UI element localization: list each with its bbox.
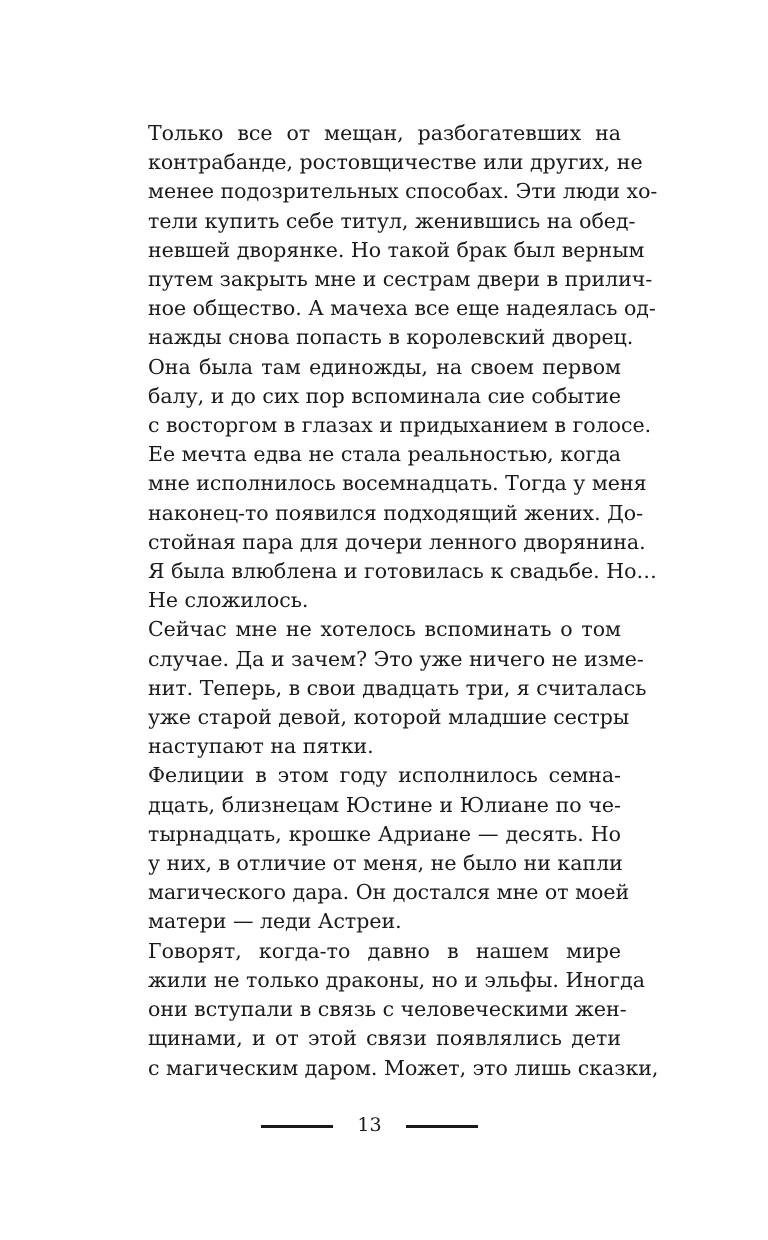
paragraph-3 xyxy=(115,586,621,615)
text-line: контрабанде, ростовщичестве или других, не xyxy=(148,150,643,175)
page-footer xyxy=(0,1108,768,1148)
book-page-text xyxy=(115,119,659,1083)
text-line: матери — леди Астреи. xyxy=(148,909,402,934)
paragraph-6 xyxy=(115,937,659,1083)
text-line: тырнадцать, крошке Адриане — десять. Но xyxy=(148,821,621,846)
text-line: невшей дворянке. Но такой брак был верным xyxy=(148,237,645,262)
text-line: Ее мечта едва не стала реальностью, когда xyxy=(148,442,621,467)
page-number: 13 xyxy=(357,1114,382,1136)
text-line: стойная пара для дочери ленного дворянина. xyxy=(148,529,646,554)
text-line: щинами, и от этой связи появлялись дети xyxy=(148,1026,621,1051)
text-line: Она была там единожды, на своем первом xyxy=(148,354,621,379)
text-line: они вступали в связь с человеческими жен- xyxy=(148,997,627,1022)
paragraph-2 xyxy=(115,440,657,586)
text-line: с магическим даром. Может, это лишь сказки, xyxy=(148,1055,659,1080)
paragraph-4 xyxy=(115,615,647,761)
text-line: тели купить себе титул, женившись на обед- xyxy=(148,208,636,233)
text-line: жили не только драконы, но и эльфы. Иногда xyxy=(148,967,645,992)
text-line: дцать, близнецам Юстине и Юлиане по че- xyxy=(148,792,621,817)
paragraph-5 xyxy=(115,761,630,936)
text-line: уже старой девой, которой младшие сестры xyxy=(148,705,630,730)
text-line: нит. Теперь, в свои двадцать три, я считалась xyxy=(148,675,647,700)
text-line: Только все от мещан, разбогатевших на xyxy=(148,121,621,145)
text-line: мне исполнилось восемнадцать. Тогда у меня xyxy=(148,471,647,496)
text-line: Говорят, когда-то давно в нашем мире xyxy=(148,938,621,963)
text-line: путем закрыть мне и сестрам двери в прилич- xyxy=(148,267,653,292)
text-line: нажды снова попасть в королевский дворец. xyxy=(148,325,634,350)
text-line: ное общество. А мачеха все еще надеялась од- xyxy=(148,296,656,321)
text-line: менее подозрительных способах. Эти люди хо- xyxy=(148,179,658,204)
footer-rule-left xyxy=(261,1125,333,1128)
text-line: наступают на пятки. xyxy=(148,734,374,759)
text-line: у них, в отличие от меня, не было ни капли xyxy=(148,851,623,876)
paragraph-1 xyxy=(115,119,658,440)
text-line: Фелиции в этом году исполнилось семна- xyxy=(148,763,621,788)
text-line: Сейчас мне не хотелось вспоминать о том xyxy=(148,617,621,642)
text-line: с восторгом в глазах и придыханием в голосе. xyxy=(148,413,652,438)
text-line: случае. Да и зачем? Это уже ничего не изме- xyxy=(148,646,644,671)
text-line: магического дара. Он достался мне от моей xyxy=(148,880,630,905)
footer-rule-right xyxy=(406,1125,478,1128)
text-line: наконец-то появился подходящий жених. До- xyxy=(148,500,644,525)
text-line: Не сложилось. xyxy=(148,588,309,613)
text-line: балу, и до сих пор вспоминала сие событие xyxy=(148,383,621,408)
text-line: Я была влюблена и готовилась к свадьбе. Но… xyxy=(148,559,657,584)
